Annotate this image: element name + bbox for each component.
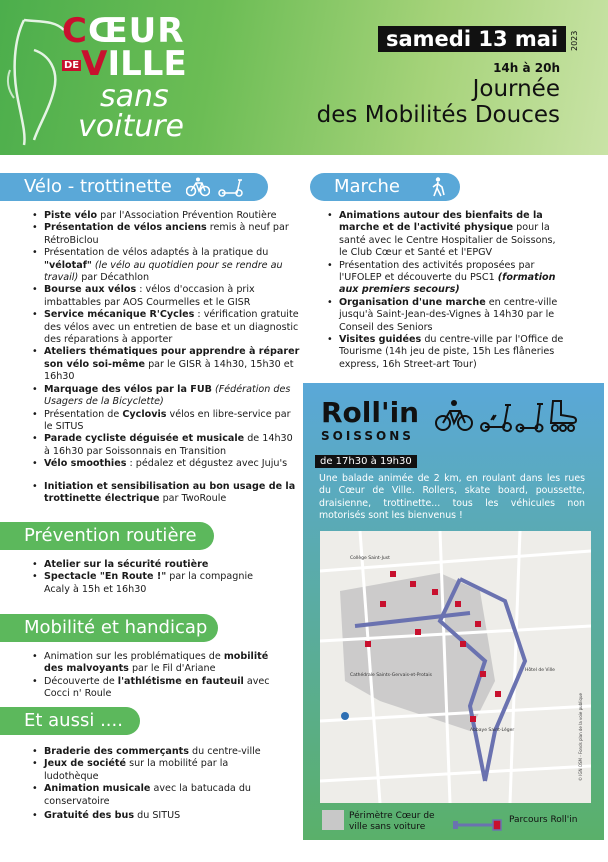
list-item: • Spectacle "En Route !" par la compagnie Acaly à 15h et 16h30: [32, 571, 262, 596]
list-item: • Braderie des commerçants du centre-ville: [32, 746, 282, 758]
header-banner: [0, 0, 608, 155]
list-item: • Marquage des vélos par la FUB (Fédération des Usagers de la Bicyclette): [32, 384, 300, 409]
list-item: • Jeux de société sur la mobilité par la ludothèque: [32, 758, 282, 783]
legend-route-swatch: [451, 819, 503, 831]
list-item: • Initiation et sensibilisation au bon usage de la trottinette électrique par TwoRoule: [32, 481, 300, 506]
list-item: • Bourse aux vélos : vélos d'occasion à prix imbattables par AOS Courmelles et le GISR: [32, 284, 300, 309]
list-item: • Service mécanique R'Cycles : vérification gratuite des vélos avec un entretien de base et un diagnostic des réparations à apporter: [32, 309, 300, 346]
walker-icon: [430, 177, 446, 197]
aussi-list: [32, 746, 282, 822]
list-item: • Animation musicale avec la batucada du conservatoire: [32, 783, 282, 808]
map-label-cathedrale: Cathédrale Saints-Gervais-et-Protais: [350, 673, 432, 678]
legend-perimeter-swatch: [322, 810, 344, 830]
map-drawing: [320, 531, 591, 803]
list-item: • Organisation d'une marche en centre-ville jusqu'à Saint-Jean-des-Vignes à 14h30 par le Conseil des Seniors: [327, 297, 567, 334]
event-title: Journée des Mobilités Douces: [316, 76, 560, 128]
list-item: • Animations autour des bienfaits de la marche et de l'activité physique pour la santé avec le Centre Hospitalier de Soissons, le Club Cœur et Santé et l'EPGV: [327, 210, 567, 260]
scooter-icon: [218, 177, 244, 197]
rollin-subtitle: SOISSONS: [321, 429, 414, 443]
section-marche-title: Marche: [310, 173, 460, 201]
event-year: 2023: [570, 30, 579, 52]
list-item: • Présentation de Cyclovis vélos en libre-service par le SITUS: [32, 409, 300, 434]
map-label-college: Collège Saint-Just: [350, 556, 390, 561]
rollin-panel: [303, 383, 604, 840]
list-item: • Ateliers thématiques pour apprendre à réparer son vélo soi-même par le GISR à 14h30, 15h30 et 16h30: [32, 346, 300, 383]
kick-scooter-icon: [515, 401, 545, 433]
bicycle-icon: [186, 177, 210, 197]
roller-skate-icon: [547, 399, 579, 433]
list-item: • Gratuité des bus du SITUS: [32, 810, 282, 822]
map-label-mairie: Hôtel de Ville: [525, 668, 555, 673]
logo: CŒUR DEVILLE sans voiture: [62, 11, 187, 144]
map-copyright: © IGN OSM - Fonds plan de la voie publique: [578, 692, 583, 781]
list-item: • Atelier sur la sécurité routière: [32, 559, 262, 571]
marche-list: [327, 210, 567, 371]
list-item: • Découverte de l'athlétisme en fauteuil avec Cocci n' Roule: [32, 676, 282, 701]
list-item: • Vélo smoothies : pédalez et dégustez avec Juju's: [32, 458, 300, 470]
legend-route-label: Parcours Roll'in: [509, 815, 578, 825]
bicycle-icon: [435, 399, 473, 433]
map-label-abbaye: Abbaye Saint-Léger: [470, 728, 515, 733]
list-item: • Parade cycliste déguisée et musicale de 14h30 à 16h30 par Soissonnais en Transition: [32, 433, 300, 458]
event-date: samedi 13 mai: [378, 26, 566, 52]
legend-perimeter-label: Périmètre Cœur de ville sans voiture: [349, 811, 435, 832]
list-item: • Visites guidées du centre-ville par l'Office de Tourisme (14h jeu de piste, 15h Les flâneries express, 16h Street-art Tour): [327, 334, 567, 371]
list-item: • Présentation de vélos adaptés à la pratique du "vélotaf" (le vélo au quotidien pour se rendre au travail) par Décathlon: [32, 247, 300, 284]
prevention-list: [32, 559, 262, 596]
city-map: [320, 531, 591, 803]
list-item: • Animation sur les problématiques de mobilité des malvoyants par le Fil d'Ariane: [32, 651, 282, 676]
list-item: • Piste vélo par l'Association Prévention Routière: [32, 210, 300, 222]
rollin-description: Une balade animée de 2 km, en roulant dans les rues du Cœur de Ville. Rollers, skate board, poussette, draisienne, trottinette... tous les véhicules non motorisés sont les bienvenus !: [319, 473, 585, 522]
section-aussi-title: Et aussi ....: [0, 707, 140, 735]
handicap-list: [32, 651, 282, 701]
scooter-icon: [479, 401, 513, 433]
section-handicap-title: Mobilité et handicap: [0, 614, 218, 642]
rollin-title: Roll'in: [321, 396, 420, 429]
section-prevention-title: Prévention routière: [0, 522, 214, 550]
event-hours: 14h à 20h: [493, 61, 560, 75]
velo-list: [32, 210, 300, 505]
rollin-hours: de 17h30 à 19h30: [315, 455, 417, 468]
section-velo-title: Vélo - trottinette: [0, 173, 268, 201]
list-item: • Présentation de vélos anciens remis à neuf par RétroBiclou: [32, 222, 300, 247]
list-item: • Présentation des activités proposées par l'UFOLEP et découverte du PSC1 (formation aux premiers secours): [327, 260, 567, 297]
